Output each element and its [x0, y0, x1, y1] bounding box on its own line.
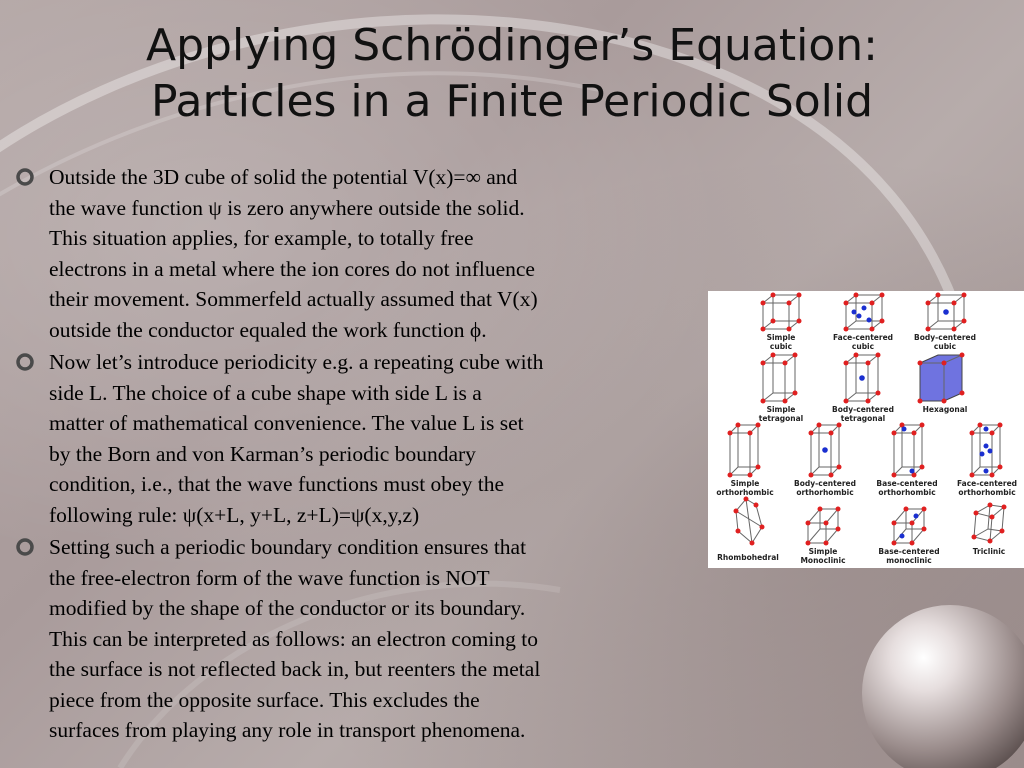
label-base-centered-monoclinic: Base-centered monoclinic — [878, 547, 940, 565]
face-centered-cubic-cell — [846, 295, 882, 329]
bullet-item-3 — [14, 532, 714, 746]
hexagonal-cell — [920, 355, 962, 401]
base-centered-orthorhombic-cell — [894, 425, 922, 475]
label-simple-monoclinic: Simple Monoclinic — [800, 547, 846, 565]
label-simple-orthorhombic: Simple orthorhombic — [716, 479, 774, 497]
label-simple-cubic: Simple cubic — [766, 333, 796, 351]
bullet-text-3: Setting such a periodic boundary condition ensures that the free-electron form of the wave function is NOT modified by the shape of the conductor or its boundary. This can be interpreted as follows: an electron coming to the surface is not reflected back in, but reenters the metal piece from the opposite surface. This excludes the surfaces from playing any role in transport phenomena. — [49, 535, 541, 742]
label-base-centered-orthorhombic: Base-centered orthorhombic — [876, 479, 938, 497]
label-face-centered-cubic: Face-centered cubic — [832, 333, 894, 351]
decorative-sphere — [855, 598, 1024, 768]
bullet-item-2 — [14, 347, 714, 530]
label-face-centered-orthorhombic: Face-centered orthorhombic — [956, 479, 1018, 497]
face-centered-orthorhombic-cell — [972, 425, 1000, 475]
title-line-2: Particles in a Finite Periodic Solid — [150, 76, 874, 127]
base-centered-monoclinic-cell — [894, 509, 924, 543]
hollow-circle-bullet-icon — [16, 353, 34, 371]
title-line-1: Applying Schrödinger’s Equation: — [145, 20, 878, 71]
slide-title — [0, 18, 1024, 130]
label-rhombohedral: Rhombohedral — [717, 553, 779, 562]
simple-orthorhombic-cell — [730, 425, 758, 475]
simple-monoclinic-cell — [808, 509, 838, 543]
hollow-circle-bullet-icon — [16, 538, 34, 556]
bravais-lattices-figure — [708, 291, 1024, 568]
label-hexagonal: Hexagonal — [922, 405, 968, 414]
bullet-item-1 — [14, 162, 714, 345]
bullet-text-1: Outside the 3D cube of solid the potential V(x)=∞ and the wave function ψ is zero anywhere outside the solid. This situation applies, for example, to totally free electrons in a metal where the ion cores do not influence their movement. Sommerfeld actually assumed that V(x) outside the conductor equaled the work function ϕ. — [49, 165, 538, 342]
simple-cubic-cell — [763, 295, 799, 329]
label-body-centered-cubic: Body-centered cubic — [914, 333, 976, 351]
label-body-centered-orthorhombic: Body-centered orthorhombic — [794, 479, 856, 497]
hollow-circle-bullet-icon — [16, 168, 34, 186]
bullet-list — [14, 162, 714, 748]
label-body-centered-tetragonal: Body-centered tetragonal — [832, 405, 894, 423]
triclinic-cell — [974, 505, 1004, 541]
label-triclinic: Triclinic — [972, 547, 1006, 556]
label-simple-tetragonal: Simple tetragonal — [758, 405, 804, 423]
bullet-text-2: Now let’s introduce periodicity e.g. a repeating cube with side L. The choice of a cube shape with side L is a matter of mathematical convenience. The value L is set by the Born and von Karman’s periodic boundary condition, i.e., that the wave functions must obey the following rule: ψ(x+L, y+L, z+L)=ψ(x,y,z) — [49, 350, 544, 527]
simple-tetragonal-cell — [763, 355, 795, 401]
